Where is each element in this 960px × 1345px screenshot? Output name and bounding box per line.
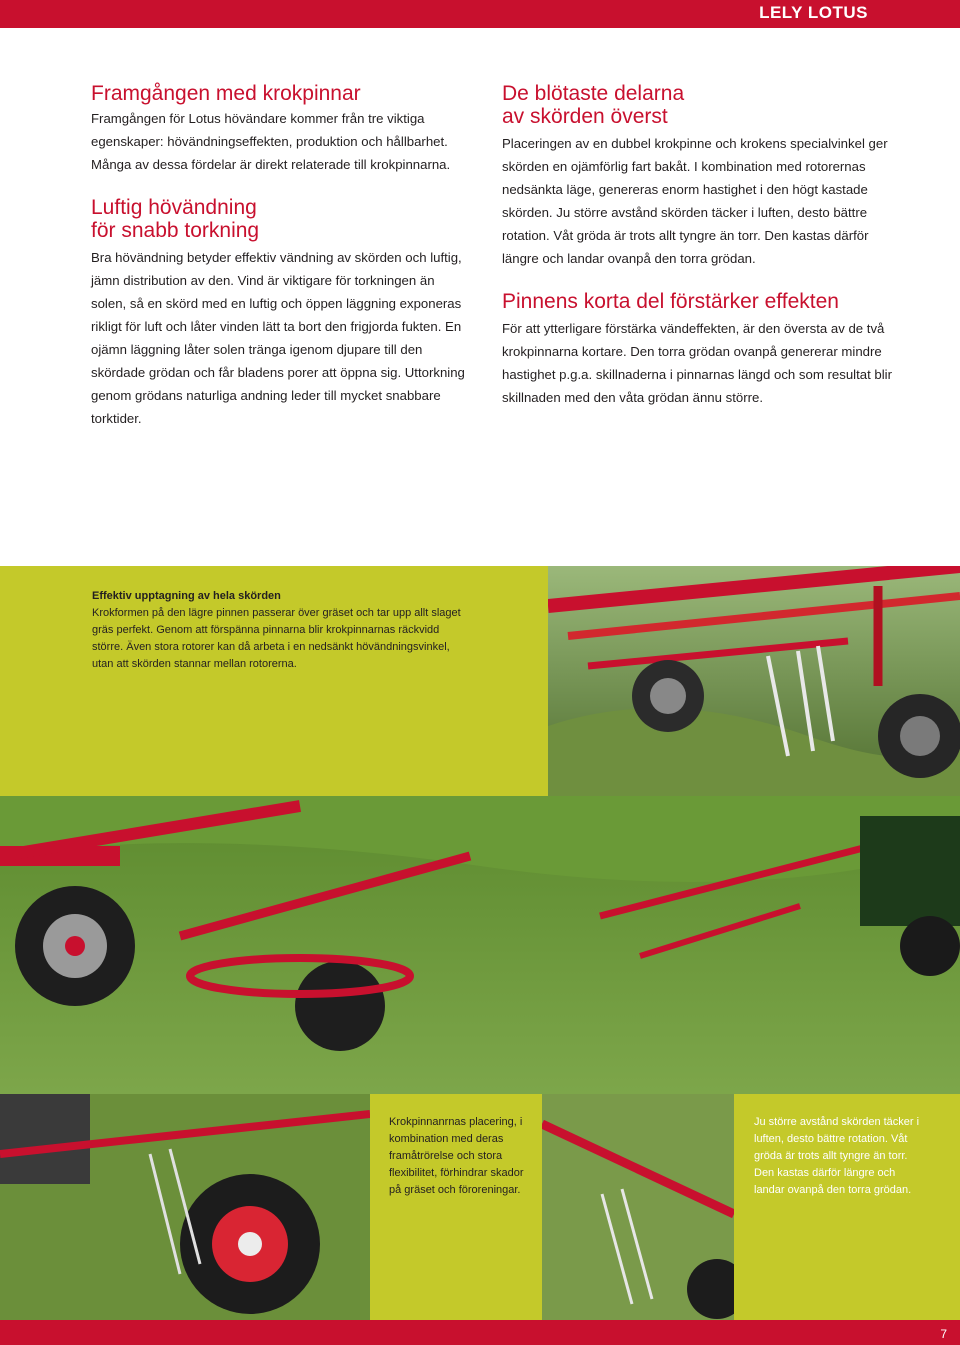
wheel-closeup-image [0, 1094, 370, 1320]
photo-tine-closeup [542, 1094, 734, 1320]
heading-luftig [91, 196, 471, 242]
heading-pinnens: Pinnens korta del förstärker effekten [502, 290, 839, 313]
heading-blotaste [502, 82, 902, 128]
heading-luftig-line2: för snabb torkning [91, 219, 260, 242]
paragraph-framgangen: Framgången för Lotus hövändare kommer från tre viktiga egenskaper: hövändningseffekten, produktion och hållbarhet. Många av dessa fördelar är direkt relaterade till krokpinnarna. [91, 111, 451, 172]
paragraph-blotaste: Placeringen av en dubbel krokpinne och krokens specialvinkel ger skörden en ojämförlig fart bakåt. I kombination med rotorernas nedsänkta läge, genereras enorm hastighet i den högt kastade skörden. Ju större avstånd skörden täcker i luften, desto bättre rotation. Våt gröda är trots allt tyngre än torr. Den kastas därför längre och landar ovanpå den torra grödan. [502, 136, 888, 266]
paragraph-luftig: Bra hövändning betyder effektiv vändning av skörden och luftig, jämn distribution av den. Vind är viktigare för torkningen än solen, så en skörd med en luftig och öppen läggning exponeras rikligt för luft och låter vinden lätt ta bort den frigjorda fukten. En ojämn läggning låter solen tränga igenom djupare till den skördade grödan och får bladens porer att öppna sig. Uttorkning genom grödans naturliga andning leder till mycket snabbare torktider. [91, 250, 465, 426]
heading-blotaste-line1: De blötaste delarna [502, 82, 685, 105]
left-column [91, 82, 471, 450]
brand-label: LELY LOTUS [759, 3, 868, 22]
caption-upptagning [92, 588, 464, 673]
caption-placering: Krokpinnanrnas placering, i kombination med deras framåtrörelse och stora flexibilitet, förhindrar skador på gräset och föroreningar. [389, 1116, 524, 1196]
caption-avstand: Ju större avstånd skörden täcker i luften, desto bättre rotation. Våt gröda är trots allt tyngre än torr. Den kastas därför längre och landar ovanpå den torra grödan. [754, 1116, 920, 1196]
heading-luftig-line1: Luftig hövändning [91, 196, 257, 219]
caption-upptagning-title: Effektiv upptagning av hela skörden [92, 590, 281, 602]
heading-blotaste-line2: av skörden överst [502, 105, 668, 128]
photo-wheel-closeup [0, 1094, 370, 1320]
tine-closeup-image [542, 1094, 734, 1320]
rotor-closeup-image [548, 566, 960, 796]
caption-upptagning-text: Krokformen på den lägre pinnen passerar över gräset och tar upp allt slaget gräs perfekt. Genom att förspänna pinnarna blir krokpinnarnas räckvidd större. Även stora rotorer kan då arbeta i en nedsänkt hövändningsvinkel, utan att skörden stannar mellan rotorerna. [92, 607, 461, 670]
right-column [502, 82, 902, 429]
photo-tedder-field [0, 796, 960, 1094]
tedder-field-image [0, 796, 960, 1094]
photo-rotor-closeup [548, 566, 960, 796]
heading-framgangen: Framgången med krokpinnar [91, 82, 361, 105]
paragraph-pinnens: För att ytterligare förstärka vändeffekten, är den översta av de två krokpinnarna kortare. Den torra grödan ovanpå genererar mindre hastighet p.g.a. skillnaderna i pinnarnas längd och som resultat blir skillnaden med den våta grödan ännu större. [502, 321, 892, 405]
bottom-bar [0, 1320, 960, 1345]
page-number: 7 [940, 1327, 947, 1341]
